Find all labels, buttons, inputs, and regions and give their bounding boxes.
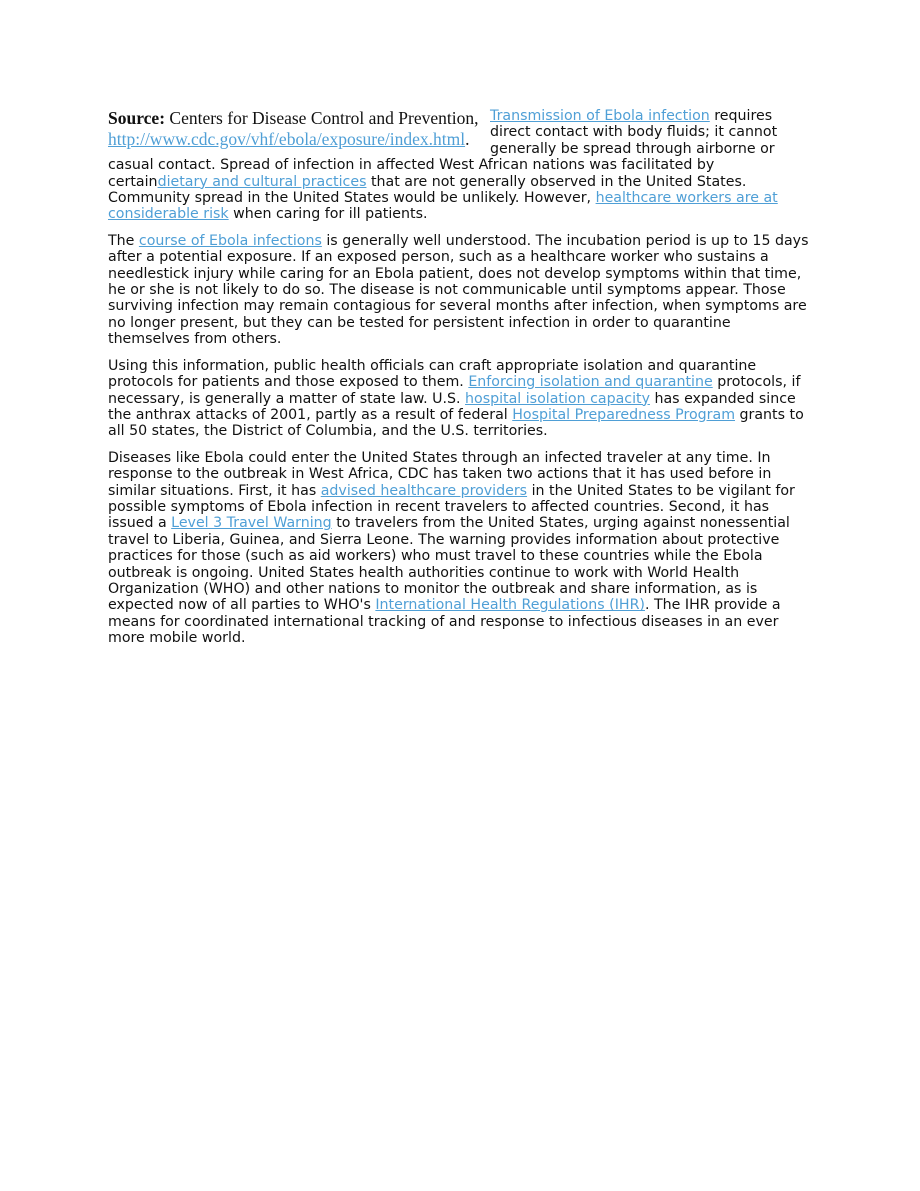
link-course-of-infections[interactable]: course of Ebola infections (138, 232, 322, 249)
paragraph-text: when caring for ill patients. (228, 206, 428, 223)
link-enforcing-isolation[interactable]: Enforcing isolation and quarantine (468, 374, 713, 391)
link-level-3-travel-warning[interactable]: Level 3 Travel Warning (171, 515, 332, 532)
paragraph-text: Using this information, public health officials can craft appropriate isolation and quarantine protocols for patients and those exposed to them. (108, 357, 757, 391)
paragraph-text: is generally well understood. The incubation period is up to 15 days after a potential exposure. If an exposed person, such as a healthcare worker who sustains a needlestick injury while caring for an Ebola patient, does not develop symptoms within that time, he or she is not likely to do so. The disease is not communicable until symptoms appear. Those surviving infection may remain contagious for several months after infection, when symptoms are no longer present, but they can be tested for persistent infection in order to quarantine themselves from others. (108, 232, 809, 348)
link-advised-healthcare-providers[interactable]: advised healthcare providers (320, 482, 528, 499)
link-hospital-isolation-capacity[interactable]: hospital isolation capacity (465, 390, 650, 407)
paragraph-text: . The IHR provide a means for coordinated international tracking of and response to infectious diseases in an ever more mobile world. (108, 597, 781, 647)
link-hospital-preparedness-program[interactable]: Hospital Preparedness Program (512, 406, 736, 423)
paragraph-text: to travelers from the United States, urging against nonessential travel to Liberia, Guinea, and Sierra Leone. The warning provides information about protective practices for those (such as aid workers) who must travel to these countries while the Ebola outbreak is ongoing. United States health authorities continue to work with World Health Organization (WHO) and other nations to monitor the outbreak and share information, as is expected now of all parties to WHO's (108, 515, 790, 614)
paragraph-travel (108, 450, 812, 647)
paragraph-text: requires direct contact with body fluids; it cannot generally be spread through airborne or casual contact. Spread of infection in affected West African nations was facilitated by certain (108, 108, 778, 190)
link-international-health-regulations[interactable]: International Health Regulations (IHR) (375, 597, 645, 614)
paragraph-text: protocols, if necessary, is generally a matter of state law. U.S. (108, 374, 801, 407)
source-url-link[interactable]: http://www.cdc.gov/vhf/ebola/exposure/index.html (108, 129, 466, 149)
paragraph-text: Diseases like Ebola could enter the United States through an infected traveler at any time. In response to the outbreak in West Africa, CDC has taken two actions that it has used before in similar situations. First, it has (108, 449, 772, 499)
link-transmission[interactable]: Transmission of Ebola infection (490, 108, 710, 124)
paragraph-course (108, 233, 812, 348)
paragraph-text: The (108, 232, 139, 249)
source-label: Source: (108, 108, 166, 128)
link-healthcare-workers-risk[interactable]: healthcare workers are at considerable risk (108, 190, 778, 223)
source-organization: Centers for Disease Control and Prevention, (165, 108, 479, 128)
paragraph-text: has expanded since the anthrax attacks of 2001, partly as a result of federal (108, 390, 796, 423)
source-citation (108, 108, 482, 150)
source-period: . (465, 129, 470, 149)
paragraph-text: that are not generally observed in the United States. Community spread in the United States would be unlikely. However, (108, 173, 747, 207)
paragraph-text: in the United States to be vigilant for possible symptoms of Ebola infection in recent travelers to affected countries. Second, it has issued a (108, 482, 795, 532)
paragraph-isolation (108, 358, 812, 440)
paragraph-text: grants to all 50 states, the District of Columbia, and the U.S. territories. (108, 406, 804, 440)
link-dietary-cultural-practices[interactable]: dietary and cultural practices (157, 173, 367, 190)
document-body (108, 108, 812, 657)
